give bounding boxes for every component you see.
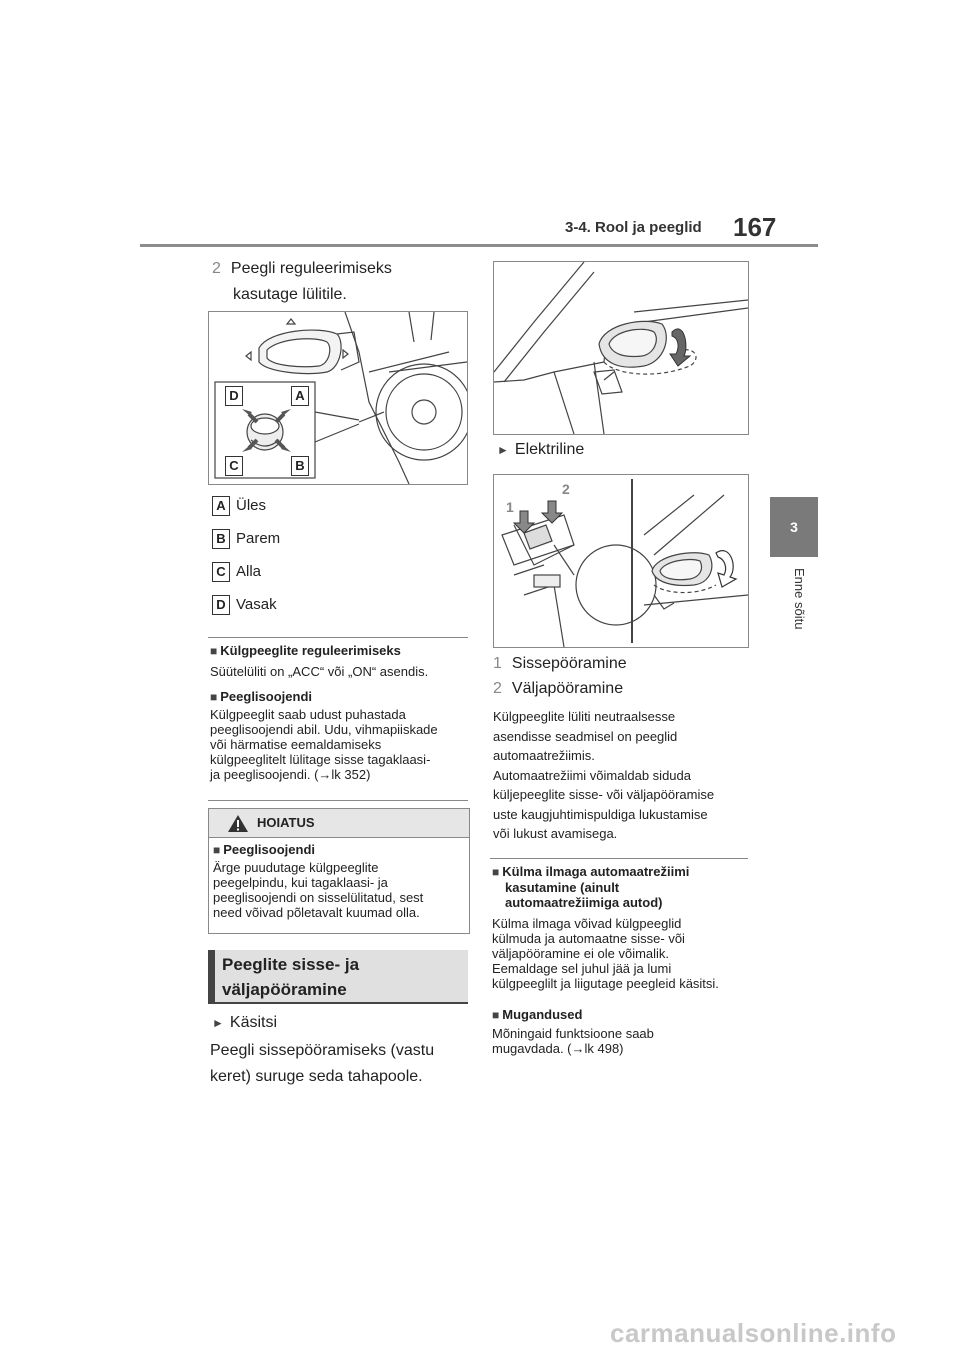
triangle-bullet-icon: ►: [212, 1016, 224, 1030]
warning-triangle-icon: [227, 814, 249, 833]
para-line: küljepeeglite sisse- või väljapööramise: [493, 787, 715, 802]
legend-text: Alla: [236, 562, 262, 580]
warning-line: peegelpindu, kui tagaklaasi- ja: [213, 875, 388, 890]
note-heading: Mugandused: [502, 1007, 583, 1022]
item-number: 2: [493, 680, 502, 697]
note-line: külgpeeglilt ja liigutage peegleid käsitsi.: [492, 976, 719, 991]
note-line: või härmatise eemaldamiseks: [210, 737, 382, 752]
para-line: asendisse seadmisel on peeglid: [493, 728, 678, 744]
page-number: 167: [733, 212, 777, 242]
warning-header: [209, 809, 469, 838]
note-line: külgpeeglitelt lülitage sisse tagaklaasi-: [210, 752, 431, 767]
item-number: 1: [493, 655, 502, 672]
note-heading: Peeglisoojendi: [220, 689, 312, 704]
electric-label: Elektriline: [514, 441, 585, 458]
warning-title: HOIATUS: [257, 815, 315, 830]
figure-label-d: D: [225, 386, 243, 406]
triangle-bullet-icon: ►: [497, 443, 509, 457]
separator: [208, 637, 468, 638]
note-heading: kasutamine (ainult: [505, 880, 620, 895]
fold-item-out: [493, 676, 623, 702]
manual-heading: [212, 1010, 277, 1036]
manual-line: keret) suruge seda tahapoole.: [210, 1068, 423, 1085]
legend-item-down: [212, 562, 261, 582]
note-customization: ■ Mugandused Mõningaid funktsioone saab mugavdada. (→lk 498): [492, 1007, 754, 1056]
note-line: Mõningaid funktsioone saab: [492, 1026, 654, 1041]
note-line: väljapööramine ei ole võimalik.: [492, 946, 670, 961]
manual-line: Peegli sissepööramiseks (vastu: [210, 1042, 435, 1059]
para-line: uste kaugjuhtimispuldiga lukustamise: [493, 806, 708, 822]
auto-mode-paragraph: [493, 707, 753, 844]
chapter-label: Enne sõitu: [792, 568, 807, 630]
banner-underline: [208, 1002, 468, 1004]
separator: [208, 800, 468, 801]
note-line: Külgpeeglit saab udust puhastada: [210, 707, 406, 722]
figure-label-b: B: [291, 456, 309, 476]
warning-box: HOIATUS ■ Peeglisoojendi Ärge puudutage külgpeeglite peegelpindu, kui tagaklaasi- ja peeglisoojendi on sisselülitatud, sest need võivad põletavalt kuumad olla.: [208, 808, 470, 934]
manual-fold-illustration: [494, 262, 748, 434]
note-heading: automaatrežiimiga autod): [505, 895, 663, 910]
step-2-line1: Peegli reguleerimiseks: [230, 260, 392, 277]
section-banner: [208, 950, 468, 1004]
item-text: Sissepööramine: [511, 655, 627, 672]
warning-line: peeglisoojendi on sisselülitatud, sest: [213, 890, 424, 905]
note-line[interactable]: mugavdada. (→lk 498): [492, 1041, 624, 1056]
header-rule: [140, 244, 818, 247]
chapter-tab[interactable]: 3: [770, 497, 818, 557]
note-line: peeglisoojendi abil. Udu, vihmapiiskade: [210, 722, 438, 737]
legend-item-right: [212, 529, 280, 549]
legend-text: Parem: [236, 529, 281, 547]
separator: [490, 858, 748, 859]
step-number: 2: [212, 260, 221, 277]
fold-item-in: [493, 651, 627, 677]
legend-letter: B: [212, 529, 230, 549]
para-line: või lukust avamisega.: [493, 826, 618, 841]
banner-title: [222, 952, 359, 1002]
note-heater: ■ Peeglisoojendi Külgpeeglit saab udust puhastada peeglisoojendi abil. Udu, vihmapiiskade või härmatise eemaldamiseks külgpeeglitelt lülitage sisse tagaklaasi- ja peeglisoojendi. (→lk 352): [210, 689, 472, 782]
banner-line1: Peeglite sisse- ja: [222, 955, 360, 974]
watermark: carmanualsonline.info: [610, 1318, 897, 1348]
figure-label-a: A: [291, 386, 309, 406]
manual-text: [210, 1038, 470, 1090]
step-2-line2: kasutage lülitile.: [233, 286, 347, 303]
electric-heading: [497, 437, 584, 463]
mirror-switch-figure: [208, 311, 468, 485]
note-heading: Külgpeeglite reguleerimiseks: [220, 643, 401, 658]
legend-letter: C: [212, 562, 230, 582]
note-line[interactable]: ja peeglisoojendi. (→lk 352): [210, 767, 371, 782]
banner-line2: väljapööramine: [222, 980, 347, 999]
legend-letter: A: [212, 496, 230, 516]
electric-fold-figure: [493, 474, 749, 648]
legend-item-left: [212, 595, 277, 615]
manual-label: Käsitsi: [229, 1014, 278, 1031]
legend-text: Üles: [236, 496, 267, 514]
manual-fold-figure: [493, 261, 749, 435]
legend-letter: D: [212, 595, 230, 615]
note-line: külmuda ja automaatne sisse- või: [492, 931, 685, 946]
para-line: automaatrežiimis.: [493, 748, 595, 763]
legend-text: Vasak: [236, 595, 277, 613]
note-text: Süütelüliti on „ACC“ või „ON“ asendis.: [210, 664, 429, 679]
para-line: Külgpeeglite lüliti neutraalsesse: [493, 709, 676, 724]
note-line: Eemaldage sel juhul jää ja lumi: [492, 961, 672, 976]
note-mirror-adjust: ■ Külgpeeglite reguleerimiseks Süütelüliti on „ACC“ või „ON“ asendis.: [210, 643, 470, 679]
item-text: Väljapööramine: [511, 680, 624, 697]
note-line: Külma ilmaga võivad külgpeeglid: [492, 916, 682, 931]
legend-item-up: [212, 496, 266, 516]
warning-line: need võivad põletavalt kuumad olla.: [213, 905, 420, 920]
electric-fold-illustration: [494, 475, 748, 647]
note-heading: Külma ilmaga automaatrežiimi: [502, 864, 690, 879]
figure-label-c: C: [225, 456, 243, 476]
figure-label-2: 2: [562, 481, 570, 497]
warning-line: Ärge puudutage külgpeeglite: [213, 860, 379, 875]
step-2: [212, 256, 462, 308]
banner-bar: [208, 950, 215, 1004]
figure-label-1: 1: [506, 499, 514, 515]
para-line: Automaatrežiimi võimaldab siduda: [493, 767, 691, 783]
section-title: 3-4. Rool ja peeglid: [565, 219, 702, 236]
note-cold-weather: ■ Külma ilmaga automaatrežiimi kasutamine (ainult automaatrežiimiga autod) Külma ilmaga võivad külgpeeglid külmuda ja automaatne sisse- või väljapööramine ei ole võimalik. Eemaldage sel juhul jää ja lumi külgpeeglilt ja liigutage peegleid käsitsi.: [492, 864, 754, 991]
warning-heading: Peeglisoojendi: [223, 842, 315, 857]
